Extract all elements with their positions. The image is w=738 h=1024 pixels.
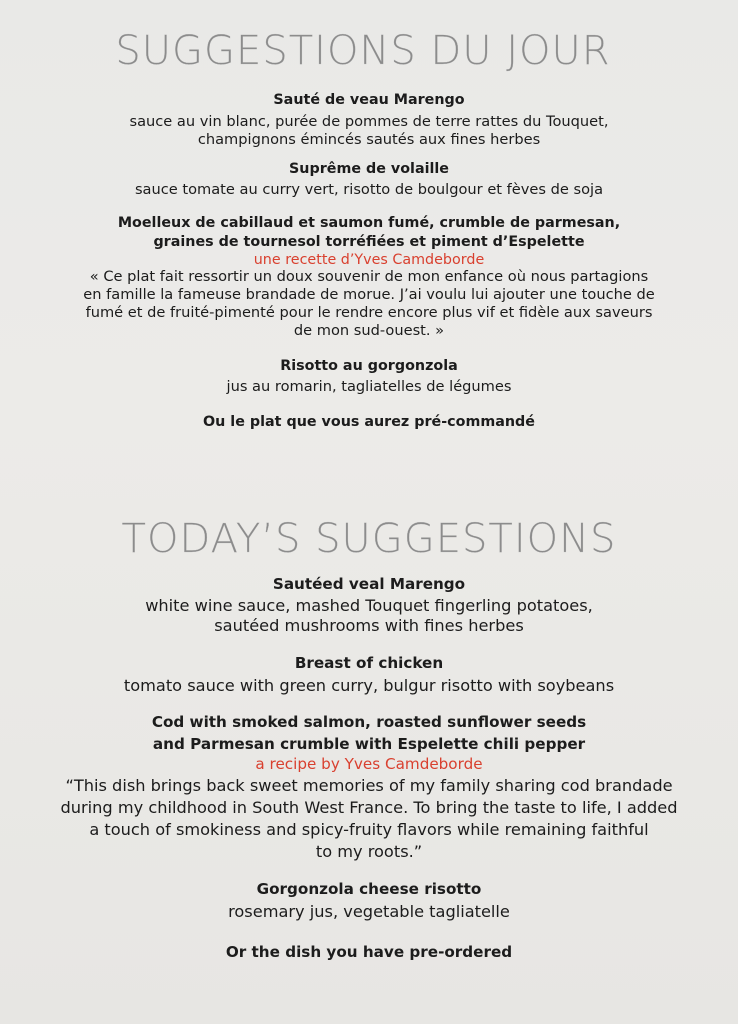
- english-dish-2-description: tomato sauce with green curry, bulgur risotto with soybeans: [123, 676, 615, 695]
- english-dish-1-description-line-2: sautéed mushrooms with fines herbes: [214, 616, 524, 635]
- english-quote-line-3: a touch of smokiness and spicy-fruity flavors while remaining faithful: [89, 820, 649, 839]
- french-closing-line: Ou le plat que vous aurez pré-commandé: [202, 414, 535, 430]
- english-dish-1-name: Sautéed veal Marengo: [272, 575, 466, 593]
- french-dish-1-name: Sauté de veau Marengo: [273, 92, 465, 108]
- english-quote-line-2: during my childhood in South West France. To bring the taste to life, I added: [60, 798, 678, 817]
- english-quote-line-4: to my roots.”: [315, 842, 423, 861]
- english-dish-2-name: Breast of chicken: [294, 654, 444, 672]
- french-recipe-credit: une recette d’Yves Camdeborde: [253, 252, 485, 268]
- english-recipe-credit: a recipe by Yves Camdeborde: [255, 755, 483, 773]
- french-quote-line-1: « Ce plat fait ressortir un doux souvenir de mon enfance où nous partagions: [89, 268, 649, 285]
- french-quote-line-3: fumé et de fruité-pimenté pour le rendre encore plus vif et fidèle aux saveurs: [85, 304, 653, 321]
- french-dish-1-description-line-2: champignons émincés sautés aux fines herbes: [197, 131, 541, 148]
- french-quote-line-4: de mon sud-ouest. »: [293, 322, 445, 339]
- english-dish-4-name: Gorgonzola cheese risotto: [256, 880, 482, 898]
- english-quote-line-1: “This dish brings back sweet memories of my family sharing cod brandade: [65, 776, 673, 795]
- french-dish-2-description: sauce tomate au curry vert, risotto de boulgour et fèves de soja: [134, 181, 604, 198]
- french-dish-3-name-line-2: graines de tournesol torréfiées et piment d’Espelette: [153, 234, 585, 250]
- french-dish-1-description-line-1: sauce au vin blanc, purée de pommes de terre rattes du Touquet,: [129, 113, 609, 130]
- english-closing-line: Or the dish you have pre-ordered: [225, 943, 513, 961]
- french-dish-2-name: Suprême de volaille: [288, 161, 450, 177]
- french-dish-3-name-line-1: Moelleux de cabillaud et saumon fumé, crumble de parmesan,: [117, 215, 621, 231]
- english-heading: TODAY’S SUGGESTIONS: [121, 516, 617, 562]
- english-dish-3-name-line-2: and Parmesan crumble with Espelette chili pepper: [152, 735, 586, 753]
- english-dish-3-name-line-1: Cod with smoked salmon, roasted sunflower seeds: [151, 713, 587, 731]
- english-dish-4-description: rosemary jus, vegetable tagliatelle: [228, 902, 510, 921]
- french-dish-4-description: jus au romarin, tagliatelles de légumes: [226, 378, 512, 395]
- french-dish-4-name: Risotto au gorgonzola: [280, 358, 458, 374]
- french-heading: SUGGESTIONS DU JOUR: [115, 28, 611, 74]
- english-dish-1-description-line-1: white wine sauce, mashed Touquet fingerling potatoes,: [145, 596, 593, 615]
- french-quote-line-2: en famille la fameuse brandade de morue. J’ai voulu lui ajouter une touche de: [83, 286, 655, 303]
